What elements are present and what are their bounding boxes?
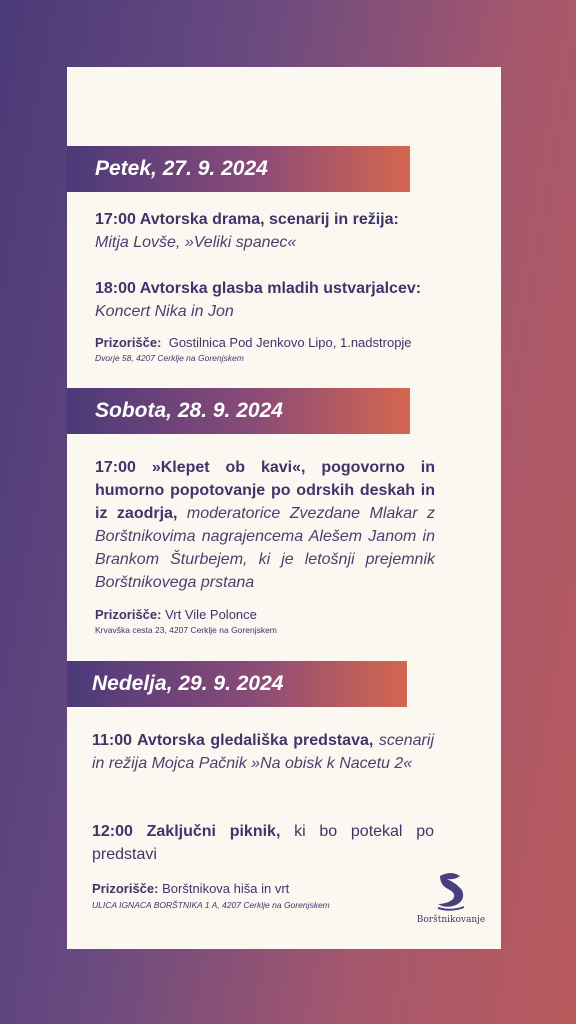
- logo-text: Borštnikovanje: [416, 915, 486, 925]
- venue-line: [92, 881, 289, 896]
- event-detail: scenarij in režija Mojca Pačnik »Na obisk k Nacetu 2«: [92, 732, 434, 772]
- borstnikovanje-logo: [415, 870, 487, 925]
- event-title: 17:00 Avtorska drama, scenarij in režija:: [95, 211, 399, 228]
- venue-address: Krvavška cesta 23, 4207 Cerklje na Gorenjskem: [95, 625, 277, 635]
- venue-name: Gostilnica Pod Jenkovo Lipo, 1.nadstropje: [168, 335, 412, 350]
- stylized-s-logo-icon: [434, 870, 468, 912]
- venue-line: [95, 335, 412, 350]
- venue-label: Prizorišče:: [95, 335, 162, 350]
- venue-label: Prizorišče:: [92, 881, 159, 896]
- venue-label: Prizorišče:: [95, 607, 162, 622]
- event-item: [95, 208, 435, 254]
- event-detail: moderatorice Zvezdane Mlakar z Borštnikovima nagrajencema Alešem Janom in Brankom Šturbejem, ki je letošnji prejemnik Borštnikovega prstana: [95, 505, 436, 591]
- event-item: [92, 729, 434, 775]
- event-title: 12:00 Zaključni piknik,: [92, 823, 281, 840]
- day-heading-friday: Petek, 27. 9. 2024: [67, 146, 410, 192]
- event-item: [95, 277, 435, 323]
- venue-line: [95, 607, 257, 622]
- event-title: 17:00 »Klepet ob kavi«, pogovorno in humorno popotovanje po odrskih deskah in iz zaodrja,: [95, 459, 435, 522]
- venue-address: Dvorje 58, 4207 Cerklje na Gorenjskem: [95, 353, 244, 363]
- event-detail: Koncert Nika in Jon: [95, 303, 234, 320]
- day-heading-sunday: Nedelja, 29. 9. 2024: [67, 661, 407, 707]
- day-heading-saturday: Sobota, 28. 9. 2024: [67, 388, 410, 434]
- event-item: [95, 456, 435, 594]
- event-title: 18:00 Avtorska glasba mladih ustvarjalcev:: [95, 280, 422, 297]
- venue-name: Vrt Vile Polonce: [165, 607, 257, 622]
- event-item: [92, 820, 434, 866]
- event-detail: Mitja Lovše, »Veliki spanec«: [95, 234, 297, 251]
- venue-address: ULICA IGNACA BORŠTNIKA 1 A, 4207 Cerklje na Gorenjskem: [92, 900, 330, 910]
- venue-name: Borštnikova hiša in vrt: [162, 881, 290, 896]
- event-detail: ki bo potekal po predstavi: [92, 823, 435, 863]
- event-title: 11:00 Avtorska gledališka predstava,: [92, 732, 374, 749]
